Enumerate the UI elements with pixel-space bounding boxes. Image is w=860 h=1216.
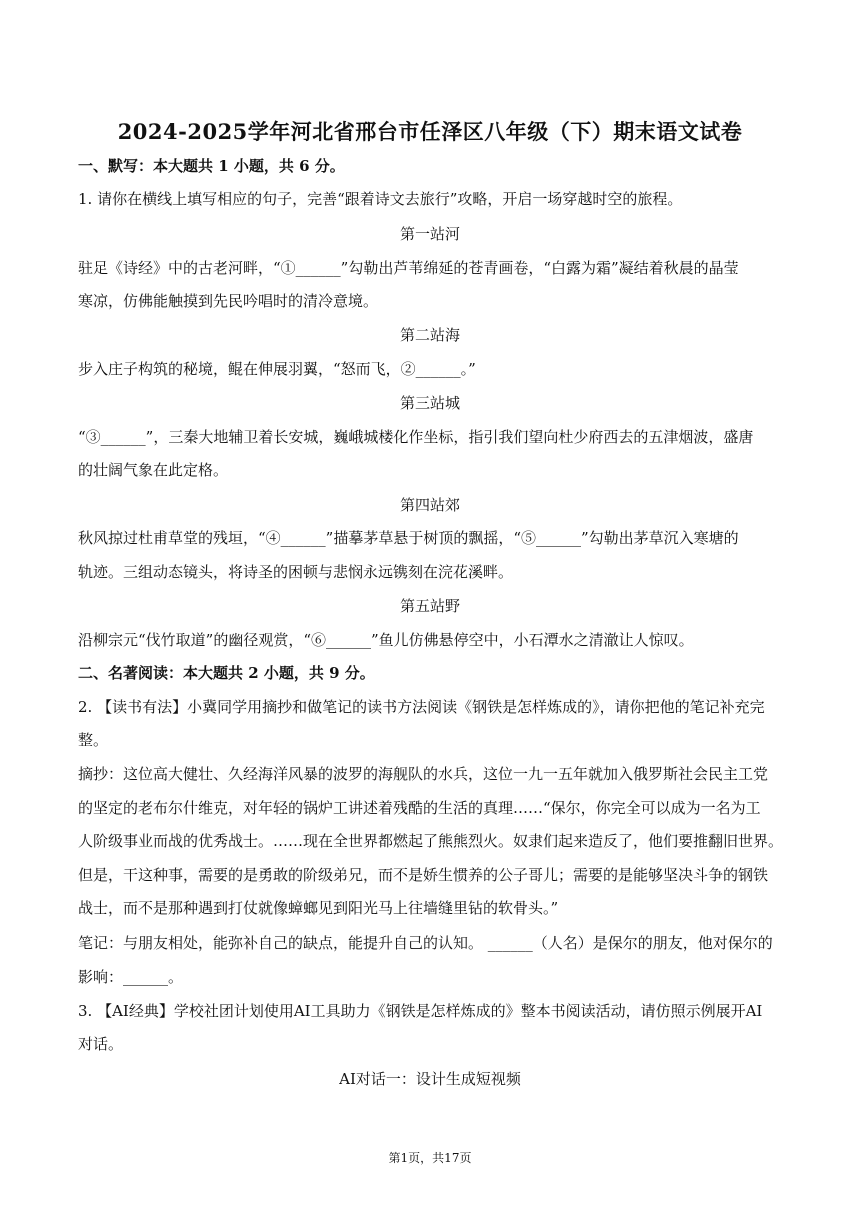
exam-title: 2024-2025学年河北省邢台市任泽区八年级（下）期末语文试卷 [117, 119, 743, 144]
stop3-title: 第三站城 [399, 394, 460, 412]
stop4-line2: 轨迹。三组动态镜头，将诗圣的困顿与悲悯永远镌刻在浣花溪畔。 [78, 563, 514, 581]
q2-excerpt2: 的坚定的老布尔什维克，对年轻的锅炉工讲述着残酷的生活的真理……“保尔，你完全可以成为一名为工 [78, 799, 761, 817]
stop1-line2: 寒凉，仿佛能触摸到先民吟唱时的清冷意境。 [78, 292, 379, 310]
q3-line2: 对话。 [78, 1035, 124, 1053]
q2-line1: 2. 【读书有法】小冀同学用摘抄和做笔记的读书方法阅读《钢铁是怎样炼成的》，请你把他的笔记补充完 [78, 698, 765, 716]
stop2-line1: 步入庄子构筑的秘境，鲲在伸展羽翼，“怒而飞，②______。” [78, 360, 476, 378]
q2-line2: 整。 [78, 731, 109, 749]
q2-note2: 影响：______。 [78, 968, 184, 986]
q2-excerpt5: 战士，而不是那种遇到打仗就像蟑螂见到阳光马上往墙缝里钻的软骨头。” [78, 899, 559, 917]
stop4-line1: 秋风掠过杜甫草堂的残垣，“④______”描摹茅草悬于树顶的飘摇，“⑤______”勾勒出茅草沉入寒塘的 [78, 529, 739, 547]
stop1-title: 第一站河 [399, 225, 460, 243]
stop2-title: 第二站海 [399, 326, 460, 344]
page-footer: 第1页，共17页 [388, 1151, 472, 1165]
stop5-title: 第五站野 [399, 597, 460, 615]
q1-stem: 1. 请你在横线上填写相应的句子，完善“跟着诗文去旅行”攻略，开启一场穿越时空的旅程。 [78, 190, 683, 208]
stop5-line1: 沿柳宗元“伐竹取道”的幽径观赏，“⑥______”鱼儿仿佛悬停空中，小石潭水之清澈让人惊叹。 [78, 631, 694, 649]
q2-excerpt3: 人阶级事业而战的优秀战士。……现在全世界都燃起了熊熊烈火。奴隶们起来造反了，他们要推翻旧世界。 [78, 832, 784, 850]
q3-line1: 3. 【AI经典】学校社团计划使用AI工具助力《钢铁是怎样炼成的》整本书阅读活动，请仿照示例展开AI [78, 1002, 763, 1020]
q2-excerpt4: 但是，干这种事，需要的是勇敢的阶级弟兄，而不是娇生惯养的公子哥儿；需要的是能够坚决斗争的钢铁 [78, 866, 769, 884]
section1-header: 一、默写：本大题共 1 小题，共 6 分。 [78, 157, 345, 175]
q2-note1: 笔记：与朋友相处，能弥补自己的缺点，能提升自己的认知。 ______（人名）是保尔的朋友，他对保尔的 [78, 934, 773, 952]
stop1-line1: 驻足《诗经》中的古老河畔，“①______”勾勒出芦苇绵延的苍青画卷，“白露为霜”凝结着秋晨的晶莹 [78, 259, 739, 277]
q3-subheading: AI对话一：设计生成短视频 [339, 1070, 521, 1088]
stop3-line2: 的壮阔气象在此定格。 [78, 461, 229, 479]
stop4-title: 第四站郊 [399, 496, 460, 514]
q2-excerpt1: 摘抄：这位高大健壮、久经海洋风暴的波罗的海舰队的水兵，这位一九一五年就加入俄罗斯社会民主工党 [78, 765, 769, 783]
stop3-line1: “③______”，三秦大地辅卫着长安城，巍峨城楼化作坐标，指引我们望向杜少府西去的五津烟波，盛唐 [78, 428, 754, 446]
section2-header: 二、名著阅读：本大题共 2 小题，共 9 分。 [78, 664, 375, 682]
